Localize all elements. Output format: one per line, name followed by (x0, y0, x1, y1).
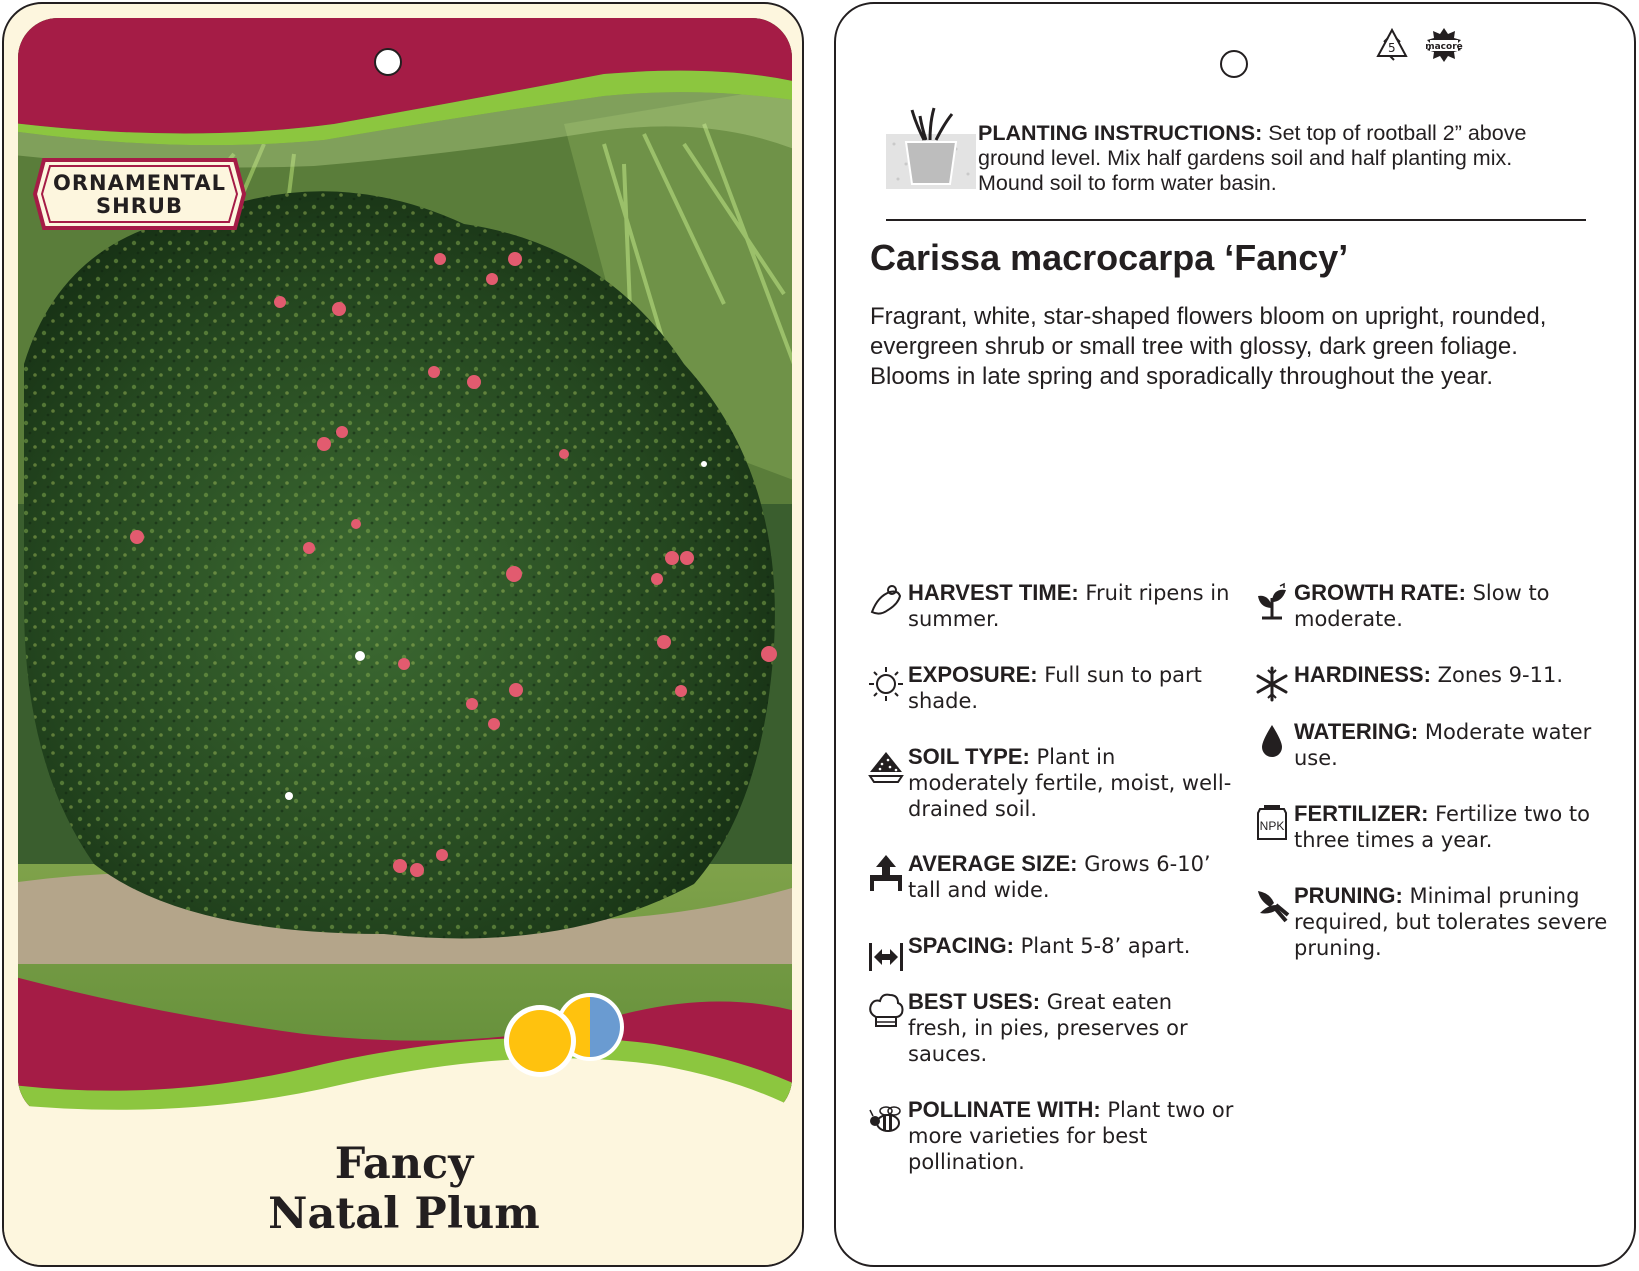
snowflake-icon (1254, 664, 1290, 704)
attr-label: HARVEST TIME: (908, 580, 1079, 605)
recycle-logo (1374, 26, 1474, 68)
sun-icon (868, 664, 904, 704)
attr-text: Full sun to part shade. (908, 663, 1202, 713)
harvest-icon (868, 582, 904, 622)
attr-label: PRUNING: (1294, 883, 1403, 908)
common-name (154, 1139, 654, 1239)
category-badge (32, 154, 247, 234)
attr-text: Zones 9-11. (1430, 663, 1563, 687)
attr-text: Minimal pruning required, but tolerates severe pruning. (1294, 884, 1608, 960)
brand-text: macore (1425, 42, 1463, 52)
planting-text: Set top of rootball 2” above ground level. Mix half gardens soil and half planting mix. Mound soil to form water basin. (978, 121, 1527, 195)
attr-text: Grows 6-10’ tall and wide. (908, 852, 1211, 902)
full-sun-icon (504, 1005, 576, 1077)
spacing-icon (868, 935, 904, 975)
plant-description: Fragrant, white, star-shaped flowers bloom on upright, rounded, evergreen shrub or small tree with glossy, dark green foliage. Blooms in late spring and sporadically throughout the year. (870, 303, 1547, 390)
attr-label: POLLINATE WITH: (908, 1097, 1101, 1122)
attr-label: AVERAGE SIZE: (908, 851, 1078, 876)
water-drop-icon (1254, 721, 1290, 761)
sprout-icon (1254, 582, 1290, 622)
planting-pot-icon (886, 104, 976, 200)
attr-label: FERTILIZER: (1294, 801, 1429, 826)
common-name-line-2: Natal Plum (268, 1189, 540, 1239)
macore-logo-icon (1425, 28, 1463, 62)
attr-text: Fruit ripens in summer. (908, 581, 1230, 631)
attr-label: WATERING: (1294, 719, 1419, 744)
attr-text: Plant in moderately fertile, moist, well-drained soil. (908, 745, 1232, 821)
attr-label: SPACING: (908, 933, 1014, 958)
badge-line-2: SHRUB (96, 194, 183, 218)
hang-hole (374, 48, 402, 76)
attr-text: Plant 5-8’ apart. (1013, 934, 1191, 958)
badge-line-1: ORNAMENTAL (53, 171, 226, 195)
planting-label: PLANTING INSTRUCTIONS: (978, 121, 1263, 145)
attr-label: HARDINESS: (1294, 662, 1431, 687)
hang-hole (1220, 50, 1248, 78)
attr-text: Fertilize two to three times a year. (1294, 802, 1590, 852)
botanical-name: Carissa macrocarpa ‘Fancy’ (870, 237, 1349, 278)
soil-icon (868, 746, 904, 786)
bee-icon (868, 1099, 904, 1139)
plant-tag-front (2, 2, 804, 1267)
size-icon (868, 853, 904, 893)
planting-instructions (886, 104, 1586, 204)
pruners-icon (1254, 885, 1290, 925)
attr-label: EXPOSURE: (908, 662, 1038, 687)
attr-label: SOIL TYPE: (908, 744, 1030, 769)
attr-label: BEST USES: (908, 989, 1041, 1014)
npk-text: NPK (1259, 819, 1285, 833)
sun-exposure-icons (504, 989, 644, 1079)
plant-tag-back (834, 2, 1636, 1267)
common-name-line-1: Fancy (334, 1139, 474, 1189)
attr-text: Moderate water use. (1294, 720, 1592, 770)
chef-hat-icon (868, 991, 904, 1031)
attr-text: Plant two or more varieties for best pollination. (908, 1098, 1234, 1174)
attr-text: Slow to moderate. (1294, 581, 1550, 631)
fertilizer-icon (1254, 803, 1290, 843)
divider (886, 219, 1586, 221)
attr-label: GROWTH RATE: (1294, 580, 1466, 605)
attr-text: Great eaten fresh, in pies, preserves or sauces. (908, 990, 1188, 1066)
recycle-code: 5 (1388, 41, 1396, 55)
